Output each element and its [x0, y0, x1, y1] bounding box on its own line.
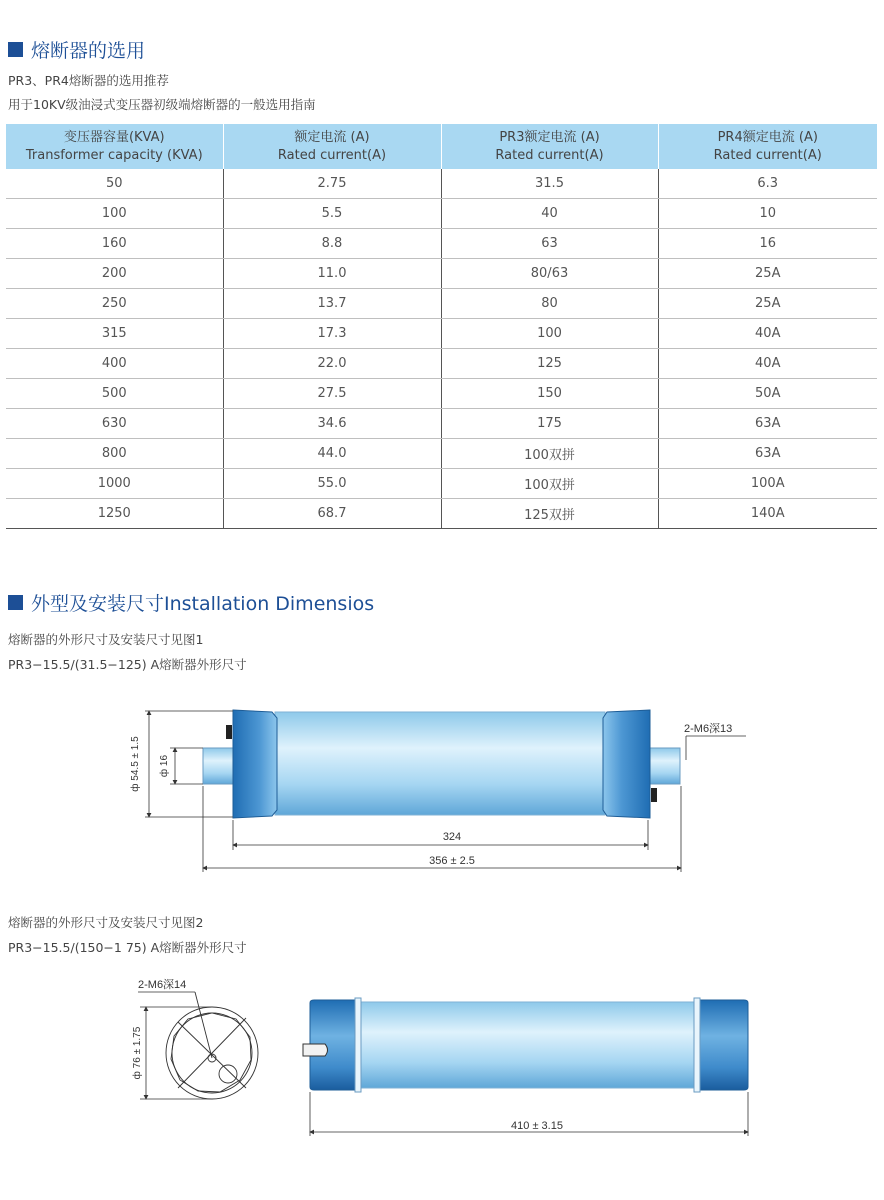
table-cell: 40A — [658, 319, 877, 349]
table-cell: 100双拼 — [441, 439, 658, 469]
figure-1-fuse-drawing — [0, 690, 884, 880]
dim-total-length: 356 ± 2.5 — [429, 855, 475, 867]
fig2-caption-1: 熔断器的外形尺寸及安装尺寸见图2 — [8, 915, 204, 930]
column-header — [6, 124, 223, 169]
column-header-cn: 变压器容量(KVA) — [63, 129, 165, 145]
dim-outer-diameter: ф 54.5 ± 1.5 — [130, 736, 141, 792]
table-cell: 5.5 — [223, 199, 441, 229]
column-header — [223, 124, 441, 169]
table-cell: 1250 — [6, 499, 223, 529]
fuse-selection-table — [6, 124, 877, 529]
fuse-body-2 — [303, 998, 748, 1092]
table-cell: 50 — [6, 169, 223, 199]
figure-2-fuse-drawing — [0, 970, 884, 1150]
table-row — [6, 169, 877, 199]
section-title-text: 熔断器的选用 — [31, 40, 146, 62]
table-cell: 63A — [658, 439, 877, 469]
dim-body-length: 324 — [442, 831, 462, 843]
table-cell: 27.5 — [223, 379, 441, 409]
column-header-en: Rated current(A) — [495, 147, 604, 163]
table-cell: 34.6 — [223, 409, 441, 439]
table-cell: 125双拼 — [441, 499, 658, 529]
table-cell: 125 — [441, 349, 658, 379]
dim-inner-diameter: ф 16 — [159, 754, 170, 778]
table-cell: 500 — [6, 379, 223, 409]
table-cell: 31.5 — [441, 169, 658, 199]
table-cell: 250 — [6, 289, 223, 319]
table-cell: 2.75 — [223, 169, 441, 199]
table-cell: 630 — [6, 409, 223, 439]
column-header — [441, 124, 658, 169]
table-cell: 50A — [658, 379, 877, 409]
table-cell: 140A — [658, 499, 877, 529]
table-cell: 16 — [658, 229, 877, 259]
dim-total-length-2: 410 ± 3.15 — [511, 1120, 563, 1132]
table-cell: 55.0 — [223, 469, 441, 499]
table-cell: 44.0 — [223, 439, 441, 469]
square-bullet-icon — [8, 42, 23, 57]
section-title-text: 外型及安装尺寸Installation Dimensios — [31, 593, 375, 615]
table-row — [6, 439, 877, 469]
fig1-caption-1: 熔断器的外形尺寸及安装尺寸见图1 — [8, 632, 204, 647]
fig1-caption-2: PR3−15.5/(31.5−125) A熔断器外形尺寸 — [8, 657, 247, 672]
dim-thread-2: 2-M6深14 — [138, 979, 187, 991]
table-cell: 63A — [658, 409, 877, 439]
table-cell: 6.3 — [658, 169, 877, 199]
table-cell: 25A — [658, 289, 877, 319]
table-cell: 10 — [658, 199, 877, 229]
table-cell: 40A — [658, 349, 877, 379]
table-cell: 63 — [441, 229, 658, 259]
table-body — [6, 169, 877, 529]
table-row — [6, 379, 877, 409]
table-row — [6, 229, 877, 259]
table-cell: 315 — [6, 319, 223, 349]
dim-diameter-2: ф 76 ± 1.75 — [132, 1026, 143, 1080]
column-header — [658, 124, 877, 169]
table-cell: 68.7 — [223, 499, 441, 529]
intro-line-1: PR3、PR4熔断器的选用推荐 — [8, 73, 169, 88]
table-cell: 1000 — [6, 469, 223, 499]
fuse-body-1 — [203, 710, 680, 818]
intro-line-2: 用于10KV级油浸式变压器初级端熔断器的一般选用指南 — [8, 97, 316, 112]
table-cell: 17.3 — [223, 319, 441, 349]
table-cell: 13.7 — [223, 289, 441, 319]
table-row — [6, 259, 877, 289]
column-header-en: Rated current(A) — [277, 147, 387, 163]
table-row — [6, 199, 877, 229]
table-cell: 400 — [6, 349, 223, 379]
table-row — [6, 289, 877, 319]
fig2-caption-2: PR3−15.5/(150−1 75) A熔断器外形尺寸 — [8, 940, 247, 955]
table-cell: 25A — [658, 259, 877, 289]
table-cell: 100A — [658, 469, 877, 499]
column-header-cn: PR3额定电流 (A) — [499, 129, 600, 145]
column-header-cn: 额定电流 (A) — [294, 129, 370, 145]
table-cell: 200 — [6, 259, 223, 289]
table-cell: 11.0 — [223, 259, 441, 289]
table-cell: 8.8 — [223, 229, 441, 259]
table-cell: 100 — [6, 199, 223, 229]
table-cell: 100双拼 — [441, 469, 658, 499]
table-cell: 800 — [6, 439, 223, 469]
column-header-cn: PR4额定电流 (A) — [717, 129, 818, 145]
table-row — [6, 499, 877, 529]
table-row — [6, 469, 877, 499]
column-header-en: Transformer capacity (KVA) — [25, 147, 203, 163]
fuse-end-view — [166, 992, 258, 1099]
table-row — [6, 409, 877, 439]
table-cell: 175 — [441, 409, 658, 439]
column-header-en: Rated current(A) — [713, 147, 822, 163]
table-cell: 160 — [6, 229, 223, 259]
table-cell: 80 — [441, 289, 658, 319]
section-title-dimensions — [8, 589, 374, 616]
table-row — [6, 319, 877, 349]
table-cell: 80/63 — [441, 259, 658, 289]
section-title-selection — [8, 36, 145, 63]
table-header-row — [6, 124, 877, 169]
square-bullet-icon — [8, 595, 23, 610]
table-cell: 100 — [441, 319, 658, 349]
table-cell: 150 — [441, 379, 658, 409]
table-cell: 40 — [441, 199, 658, 229]
table-row — [6, 349, 877, 379]
dim-thread: 2-M6深13 — [684, 723, 733, 735]
table-cell: 22.0 — [223, 349, 441, 379]
